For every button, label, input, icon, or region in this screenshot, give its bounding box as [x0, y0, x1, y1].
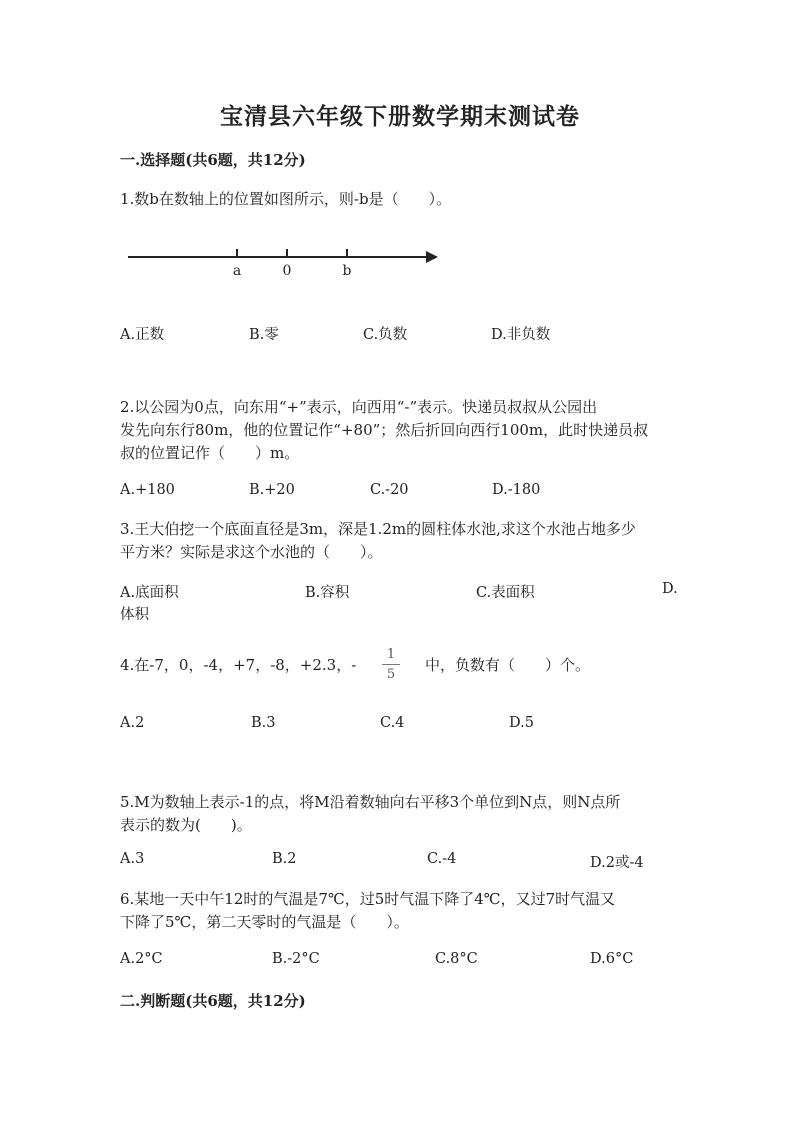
question-2-line-3: 叔的位置记作（ ）m。: [120, 444, 300, 462]
question-2-line-2: 发先向东行80m，他的位置记作“+80”；然后折回向西行100m，此时快递员叔: [120, 421, 649, 439]
q1-option-a: A.正数: [120, 327, 165, 343]
section-heading-choice: 一.选择题(共6题，共12分): [120, 151, 306, 169]
q2-option-b: B.+20: [249, 482, 295, 498]
q6-option-a: A.2°C: [120, 951, 163, 967]
q3-option-d-wrap: 体积: [120, 607, 149, 623]
tick-label-a: a: [232, 263, 242, 279]
q3-option-d: D.: [662, 581, 678, 597]
number-line-arrow-icon: [426, 251, 438, 263]
q5-option-c: C.-4: [427, 851, 457, 867]
q4-option-a: A.2: [120, 715, 145, 731]
question-6-line-1: 6.某地一天中午12时的气温是7℃，过5时气温下降了4℃，又过7时气温又: [120, 890, 616, 908]
question-1-text: 1.数b在数轴上的位置如图所示，则-b是（ ）。: [120, 190, 452, 208]
tick-label-b: b: [342, 263, 352, 279]
q6-option-b: B.-2°C: [272, 951, 320, 967]
question-4-text-after: 中，负数有（ ）个。: [425, 656, 591, 674]
question-3-line-2: 平方米？实际是求这个水池的（ ）。: [120, 543, 383, 561]
q3-option-b: B.容积: [305, 585, 350, 601]
number-line-figure: [120, 238, 450, 282]
q1-option-d: D.非负数: [491, 327, 551, 343]
q3-option-c: C.表面积: [476, 585, 535, 601]
q6-option-c: C.8°C: [435, 951, 478, 967]
question-4-text-before: 4.在-7，0，-4，+7，-8，+2.3，-: [120, 656, 357, 674]
q2-option-c: C.-20: [370, 482, 409, 498]
q2-option-a: A.+180: [120, 482, 175, 498]
tick-label-zero: 0: [282, 263, 292, 279]
q6-option-d: D.6°C: [590, 951, 634, 967]
page-title: 宝清县六年级下册数学期末测试卷: [220, 103, 580, 130]
question-2-line-1: 2.以公园为0点，向东用“+”表示，向西用“-”表示。快递员叔叔从公园出: [120, 398, 598, 416]
question-5-line-1: 5.M为数轴上表示-1的点，将M沿着数轴向右平移3个单位到N点，则N点所: [120, 793, 621, 811]
q2-option-d: D.-180: [492, 482, 541, 498]
fraction-one-fifth: [380, 647, 402, 682]
q5-option-d: D.2或-4: [590, 855, 644, 871]
question-3-line-1: 3.王大伯挖一个底面直径是3m，深是1.2m的圆柱体水池,求这个水池占地多少: [120, 520, 636, 538]
question-5-line-2: 表示的数为( )。: [120, 816, 252, 834]
q4-option-b: B.3: [251, 715, 276, 731]
q1-option-c: C.负数: [363, 327, 408, 343]
q5-option-a: A.3: [120, 851, 145, 867]
q4-option-d: D.5: [509, 715, 534, 731]
question-6-line-2: 下降了5℃，第二天零时的气温是（ ）。: [120, 913, 409, 931]
q1-option-b: B.零: [249, 327, 279, 343]
fraction-bar: [382, 664, 400, 665]
fraction-numerator: 1: [386, 647, 396, 662]
fraction-denominator: 5: [386, 667, 396, 682]
q3-option-a: A.底面积: [120, 585, 179, 601]
q4-option-c: C.4: [380, 715, 405, 731]
q5-option-b: B.2: [272, 851, 297, 867]
section-heading-judgement: 二.判断题(共6题，共12分): [120, 992, 306, 1010]
